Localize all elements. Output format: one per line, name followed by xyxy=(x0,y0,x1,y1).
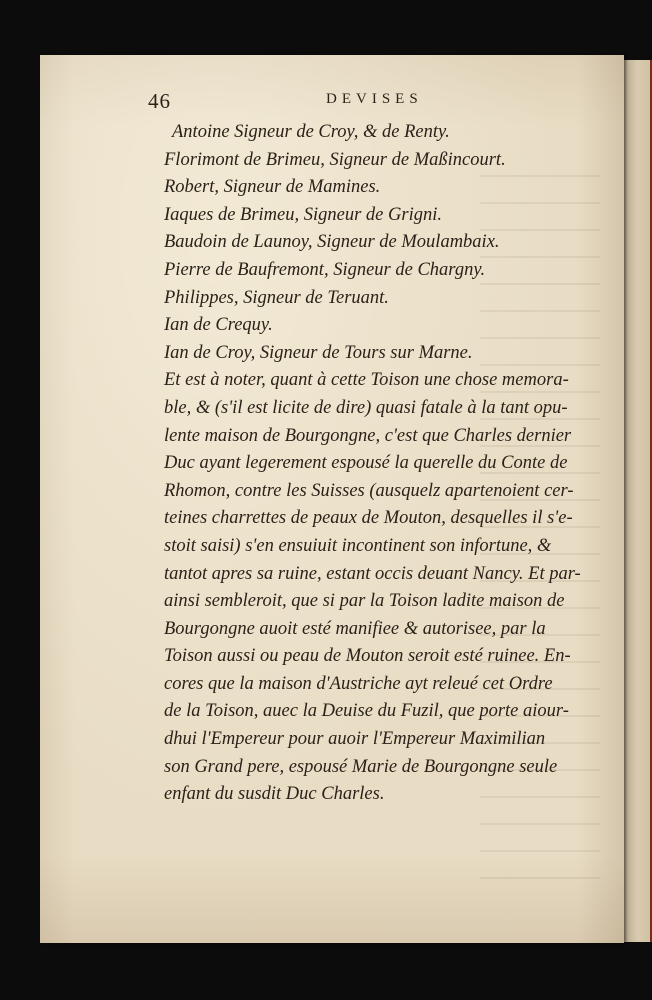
text-line: Antoine Signeur de Croy, & de Renty. xyxy=(172,122,450,142)
text-line: Iaques de Brimeu, Signeur de Grigni. xyxy=(164,204,442,225)
text-line: Ian de Crequy. xyxy=(164,315,273,336)
page-number: 46 xyxy=(148,89,171,113)
text-line: teines charrettes de peaux de Mouton, desquelles il s'e- xyxy=(164,508,573,529)
text-line: Toison aussi ou peau de Mouton seroit esté ruinee. En- xyxy=(164,646,571,667)
text-line: cores que la maison d'Austriche ayt releué cet Ordre xyxy=(164,673,553,694)
text-line: Robert, Signeur de Mamines. xyxy=(164,177,381,198)
text-line: enfant du susdit Duc Charles. xyxy=(164,784,385,805)
running-head: DEVISES xyxy=(326,91,423,107)
book-page xyxy=(40,55,624,943)
text-line: de la Toison, auec la Deuise du Fuzil, que porte aiour- xyxy=(164,701,569,722)
text-line: stoit saisi) s'en ensuiuit incontinent son infortune, & xyxy=(164,535,552,556)
text-line: Pierre de Baufremont, Signeur de Chargny. xyxy=(164,259,486,280)
text-line: ainsi sembleroit, que si par la Toison ladite maison de xyxy=(164,591,565,612)
text-line: Bourgongne auoit esté manifiee & autorisee, par la xyxy=(164,618,546,639)
text-line: son Grand pere, espousé Marie de Bourgongne seule xyxy=(164,756,558,777)
text-line: Rhomon, contre les Suisses (ausquelz apartenoient cer- xyxy=(164,480,574,501)
text-line: lente maison de Bourgongne, c'est que Charles dernier xyxy=(164,425,572,446)
page-header xyxy=(148,89,606,113)
text-line: Ian de Croy, Signeur de Tours sur Marne. xyxy=(164,342,473,363)
text-line: Florimont de Brimeu, Signeur de Maßincourt. xyxy=(164,149,506,170)
text-line: dhui l'Empereur pour auoir l'Empereur Maximilian xyxy=(164,729,546,750)
text-line: ble, & (s'il est licite de dire) quasi fatale à la tant opu- xyxy=(164,397,568,418)
text-line: Baudoin de Launoy, Signeur de Moulambaix. xyxy=(164,232,500,253)
text-line: Philippes, Signeur de Teruant. xyxy=(164,287,389,308)
body-text xyxy=(164,119,652,809)
text-line: Et est à noter, quant à cette Toison une chose memora- xyxy=(164,370,569,391)
text-line: tantot apres sa ruine, estant occis deuant Nancy. Et par- xyxy=(164,563,581,584)
text-line: Duc ayant legerement espousé la querelle du Conte de xyxy=(164,453,568,474)
